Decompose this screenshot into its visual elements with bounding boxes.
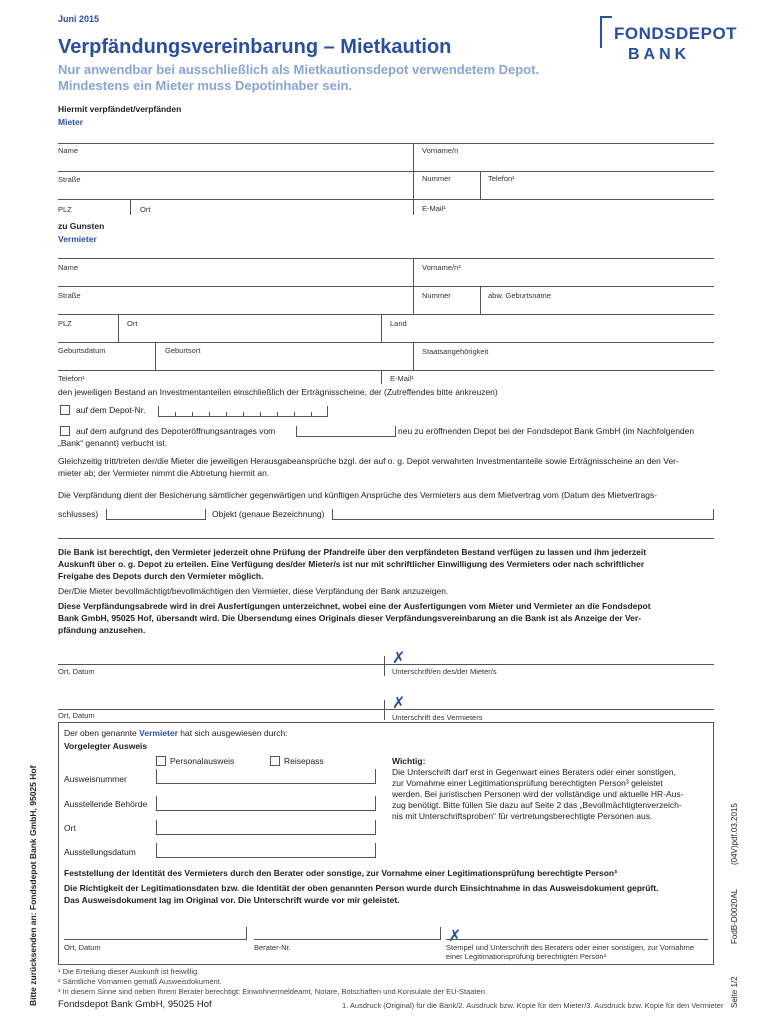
- divider: [381, 314, 382, 342]
- ausweis-intro: Der oben genannte Vermieter hat sich ausgewiesen durch:: [64, 728, 288, 738]
- ausfertigung-2: Bank GmbH, 95025 Hof, übersandt wird. Die Übersendung eines Originals dieser Verpfändungsvereinbarung an die Bank ist als Anzeige der Ver-: [58, 613, 642, 623]
- mieter-intro: Hiermit verpfändet/verpfänden: [58, 104, 182, 114]
- option-depot-nr-label: auf dem Depot-Nr.: [76, 405, 146, 415]
- stempel-label-2: einer Legitimationsprüfung berechtigten Person³: [446, 952, 607, 961]
- berater-ort-datum-input[interactable]: [64, 927, 247, 940]
- footnote-1: ¹ Die Erteilung dieser Auskunft ist freiwillig.: [58, 967, 200, 976]
- divider: [58, 342, 714, 343]
- side-page-number: Seite 1/2: [730, 976, 739, 1008]
- vermieter-strasse-label: Straße: [58, 291, 81, 300]
- divider: [480, 286, 481, 314]
- vermieter-nummer-label: Nummer: [422, 291, 451, 300]
- form-date: Juni 2015: [58, 14, 100, 24]
- ausweis-heading: Vorgelegter Ausweis: [64, 741, 148, 751]
- berater-unterschrift-input[interactable]: [446, 927, 708, 940]
- divider: [413, 258, 414, 286]
- abtretung-text-1: Gleichzeitig tritt/treten der/die Mieter die jeweiligen Herausgabeansprüche bzgl. der auf o. g. Depot verwahrten Investmentanteile sowie Erträgnisscheine an den Ver-: [58, 456, 679, 466]
- mieter-plz-field[interactable]: [58, 211, 708, 215]
- signature-line: [58, 709, 714, 710]
- subtitle-line-1: Nur anwendbar bei ausschließlich als Mietkautionsdepot verwendetem Depot.: [58, 62, 540, 77]
- vermieter-geburtsdatum-label: Geburtsdatum: [58, 346, 106, 355]
- subtitle-line-2: Mindestens ein Mieter muss Depotinhaber sein.: [58, 78, 353, 93]
- berater-ort-datum-label: Ort, Datum: [64, 943, 101, 952]
- vermieter-staatsangehoerigkeit-label: Staatsangehörigkeit: [422, 347, 489, 356]
- divider: [58, 538, 714, 539]
- stempel-label-1: Stempel und Unterschrift des Beraters oder einer sonstigen, zur Vornahme: [446, 943, 695, 952]
- ausfertigung-1: Diese Verpfändungsabrede wird in drei Ausfertigungen unterzeichnet, wobei eine der Ausfertigungen vom Mieter und Vermieter an die Fondsdepot: [58, 601, 651, 611]
- mieter-vorname-label: Vorname/n: [422, 146, 459, 155]
- footnote-3: ³ In diesem Sinne sind neben Ihrem Berater berechtigt: Einwohnermeldeamt, Notare, Botschaften und Konsulate der EU-Staaten.: [58, 987, 487, 996]
- mieter-name-label: Name: [58, 146, 79, 155]
- signature-line: [58, 664, 714, 665]
- depot-nr-input[interactable]: [158, 406, 328, 417]
- vermieter-email-label: E-Mail¹: [390, 374, 414, 383]
- divider: [413, 342, 414, 370]
- vermieter-name-label: Name: [58, 263, 79, 272]
- divider: [58, 171, 714, 172]
- ort-datum-1-label: Ort, Datum: [58, 667, 95, 676]
- logo-bracket: [600, 16, 612, 48]
- bestand-text: den jeweiligen Bestand an Investmentanteilen einschließlich der Erträgnisscheine, der (Zutreffendes bitte ankreuzen): [58, 387, 498, 397]
- mieter-strasse-field[interactable]: [58, 183, 708, 197]
- logo-text-bank: BANK: [628, 46, 691, 63]
- feststellung-heading: Feststellung der Identität des Vermieters durch den Berater oder sonstige, zur Vornahme einer Legitimationsprüfung berechtigte Person³: [64, 868, 617, 878]
- ort-datum-2-label: Ort, Datum: [58, 711, 95, 720]
- berater-nr-label: Berater-Nr.: [254, 943, 291, 952]
- bank-logo: [600, 16, 746, 66]
- sign-here-mark-mieter: ✗: [392, 650, 406, 667]
- unterschrift-vermieter-label: Unterschrift des Vermieters: [392, 713, 483, 722]
- vermieter-geburtsort-label: Geburtsort: [165, 346, 201, 355]
- vermieter-ort-label: Ort: [127, 319, 138, 328]
- divider: [58, 143, 714, 144]
- divider: [384, 656, 385, 676]
- ausweis-ort-input[interactable]: [156, 820, 376, 835]
- wichtig-line-1: Die Unterschrift darf erst in Gegenwart eines Beraters oder einer sonstigen,: [392, 767, 676, 777]
- side-return-address: Bitte zurücksenden an: Fondsdepot Bank GmbH, 95025 Hof: [28, 765, 38, 1006]
- wichtig-line-5: nis mit Unterschriftsproben“ für vertretungsberechtigte Personen aus.: [392, 811, 653, 821]
- footnote-2: ² Sämtliche Vornamen gemäß Ausweisdokument.: [58, 977, 222, 986]
- divider: [58, 286, 714, 287]
- divider: [58, 258, 714, 259]
- ausstellungsdatum-input[interactable]: [156, 843, 376, 858]
- wichtig-line-2: zur Vornahme einer Legitimationsprüfung berechtigten Person³ geleistet: [392, 778, 663, 788]
- side-form-version: (04V)pdf.03.2015: [730, 803, 739, 865]
- sign-here-mark-berater: ✗: [448, 928, 462, 945]
- vermieter-heading: Vermieter: [58, 234, 97, 244]
- berater-nr-input[interactable]: [254, 927, 441, 940]
- vermieter-land-label: Land: [390, 319, 407, 328]
- mieter-email-label: E-Mail¹: [422, 204, 446, 213]
- divider: [58, 199, 714, 200]
- wichtig-line-3: werden. Bei juristischen Personen wird der vollständige und aktuelle HR-Aus-: [392, 789, 684, 799]
- feststellung-text-2: Das Ausweisdokument lag im Original vor. Die Unterschrift wurde vor mir geleistet.: [64, 895, 400, 905]
- feststellung-text-1: Die Richtigkeit der Legitimationsdaten bzw. die Identität der oben genannten Person wurde durch Einsichtnahme in das Ausweisdokument geprüft.: [64, 883, 659, 893]
- mieter-ort-label: Ort: [140, 205, 151, 214]
- mieter-plz-label: PLZ: [58, 205, 72, 214]
- divider: [413, 286, 414, 314]
- personalausweis-label: Personalausweis: [170, 756, 235, 766]
- option-depot-nr-checkbox[interactable]: [60, 405, 70, 415]
- divider: [58, 314, 714, 315]
- vermieter-intro: zu Gunsten: [58, 221, 105, 231]
- ausweisnummer-label: Ausweisnummer: [64, 774, 127, 784]
- abtretung-text-2: mieter ab; der Vermieter nimmt die Abtretung hiermit an.: [58, 468, 270, 478]
- option-neues-depot-text: neu zu eröffnenden Depot bei der Fondsdepot Bank GmbH (im Nachfolgenden: [398, 426, 695, 436]
- bank-clause-2: Auskunft über o. g. Depot zu erteilen. Eine Verfügung des/der Mieter/s ist nur mit schriftlicher Einwilligung des Vermieters oder nach schriftlicher: [58, 559, 645, 569]
- ausfertigung-3: pfändung anzusehen.: [58, 625, 146, 635]
- mieter-heading: Mieter: [58, 117, 84, 127]
- mietvertrag-datum-input[interactable]: [106, 509, 206, 520]
- option-neues-depot-checkbox[interactable]: [60, 426, 70, 436]
- option-neues-depot-text-2: „Bank“ genannt) verbucht ist.: [58, 438, 168, 448]
- bank-clause-3: Freigabe des Depots durch den Vermieter möglich.: [58, 571, 264, 581]
- unterschrift-mieter-label: Unterschrift/en des/der Mieter/s: [392, 667, 497, 676]
- ausweisnummer-input[interactable]: [156, 769, 376, 784]
- anzeige-text: Der/Die Mieter bevollmächtigt/bevollmächtigen den Vermieter, diese Verpfändung der Bank anzuzeigen.: [58, 586, 449, 596]
- sicherung-text-2: schlusses): [58, 509, 99, 519]
- vermieter-geburtsname-label: abw. Geburtsname: [488, 291, 551, 300]
- side-form-code: FodB-D0020AL: [730, 888, 739, 944]
- vermieter-telefon-label: Telefon¹: [58, 374, 85, 383]
- divider: [118, 314, 119, 342]
- ausweis-ort-label: Ort: [64, 823, 76, 833]
- option-neues-depot-label: auf dem aufgrund des Depoteröffnungsantrages vom: [76, 426, 276, 436]
- objekt-input[interactable]: [332, 509, 714, 520]
- mieter-strasse-label: Straße: [58, 175, 81, 184]
- reisepass-label: Reisepass: [284, 756, 324, 766]
- page-title: Verpfändungsvereinbarung – Mietkaution: [58, 36, 452, 58]
- antrag-datum-input[interactable]: [296, 426, 396, 437]
- wichtig-line-4: zug benötigt. Bitte füllen Sie dazu auf Seite 2 das „Bevollmächtigtenverzeich-: [392, 800, 682, 810]
- reisepass-checkbox[interactable]: [270, 756, 280, 766]
- mieter-nummer-label: Nummer: [422, 174, 451, 183]
- sign-here-mark-vermieter: ✗: [392, 695, 406, 712]
- personalausweis-checkbox[interactable]: [156, 756, 166, 766]
- vermieter-vorname-label: Vorname/n²: [422, 263, 461, 272]
- divider: [384, 700, 385, 720]
- footer-address: Fondsdepot Bank GmbH, 95025 Hof: [58, 999, 212, 1010]
- ausstellungsdatum-label: Ausstellungsdatum: [64, 847, 136, 857]
- divider: [381, 370, 382, 384]
- objekt-label: Objekt (genaue Bezeichnung): [212, 509, 325, 519]
- mieter-telefon-label: Telefon¹: [488, 174, 515, 183]
- wichtig-heading: Wichtig:: [392, 756, 426, 766]
- bank-clause-1: Die Bank ist berechtigt, den Vermieter jederzeit ohne Prüfung der Pfandreife über den verpfändeten Bestand verfügen zu lassen und ihm jederzeit: [58, 547, 647, 557]
- behoerde-input[interactable]: [156, 796, 376, 811]
- divider: [155, 342, 156, 370]
- footer-copies: 1. Ausdruck (Original) für die Bank/2. Ausdruck bzw. Kopie für den Mieter/3. Ausdruck bzw. Kopie für den Vermieter: [342, 1001, 724, 1010]
- vermieter-plz-label: PLZ: [58, 319, 72, 328]
- mieter-name-field[interactable]: [58, 155, 708, 169]
- logo-text-fondsdepot: FONDSDEPOT: [614, 24, 738, 43]
- behoerde-label: Ausstellende Behörde: [64, 799, 148, 809]
- sicherung-text: Die Verpfändung dient der Besicherung sämtlicher gegenwärtigen und künftigen Ansprüche des Vermieters aus dem Mietvertrag vom (Datum des Mietvertrags-: [58, 490, 658, 500]
- divider: [58, 370, 714, 371]
